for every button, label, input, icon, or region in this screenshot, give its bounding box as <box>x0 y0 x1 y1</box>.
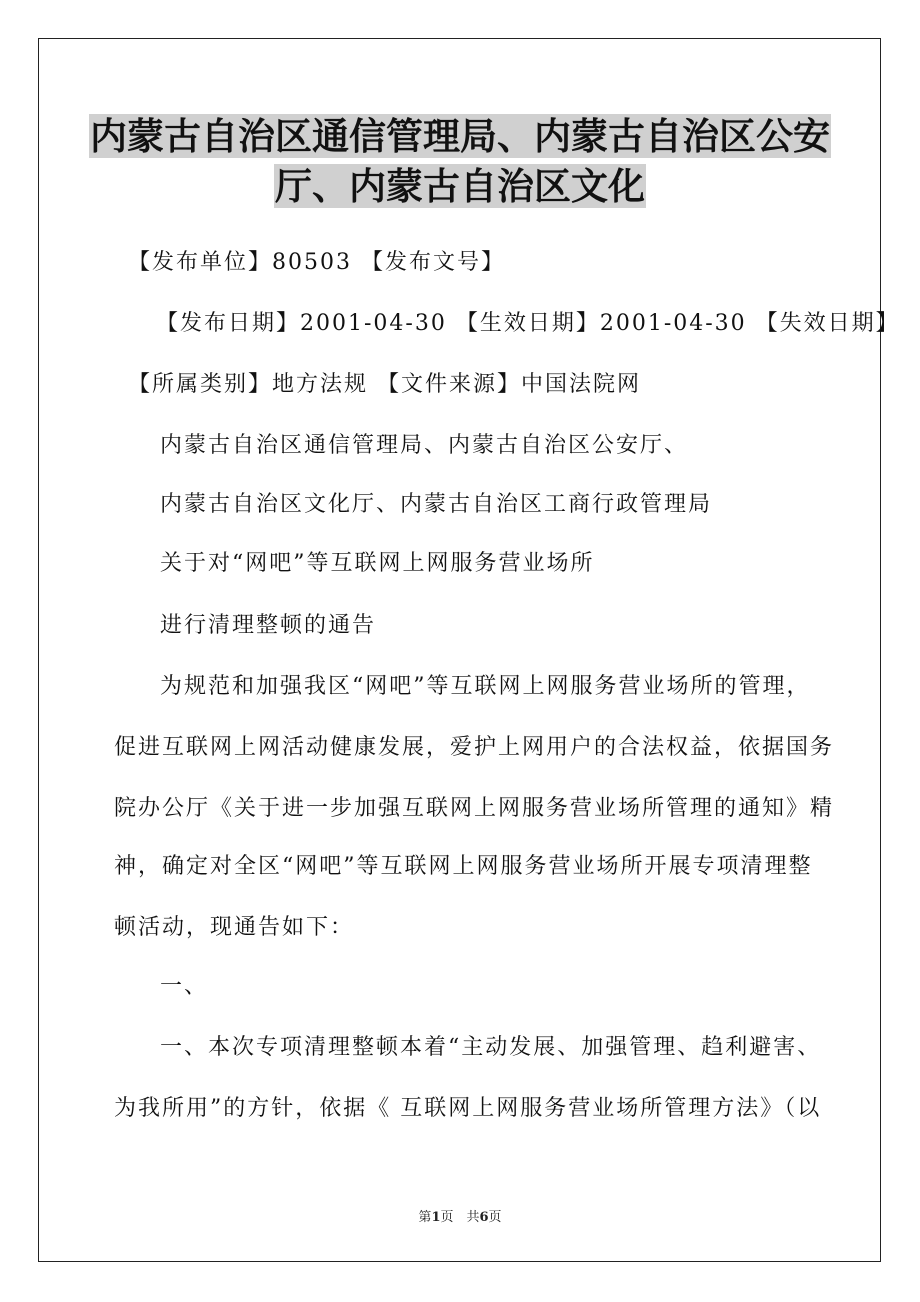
footer-total-pages: 6 <box>479 1210 489 1225</box>
body-paragraph-line: 为规范和加强我区“网吧”等互联网上网服务营业场所的管理， <box>160 674 811 699</box>
body-paragraph-line: 促进互联网上网活动健康发展，爱护上网用户的合法权益，依据国务 <box>114 735 835 760</box>
document-title-line-2: 厅、内蒙古自治区文化 <box>275 164 645 208</box>
page-footer <box>0 1206 920 1225</box>
issuer-line-1: 内蒙古自治区通信管理局、内蒙古自治区公安厅、 <box>160 433 689 458</box>
document-title-line-1: 内蒙古自治区通信管理局、内蒙古自治区公安 <box>90 114 830 158</box>
body-paragraph-line: 顿活动，现通告如下： <box>114 915 355 940</box>
body-paragraph-line: 神，确定对全区“网吧”等互联网上网服务营业场所开展专项清理整 <box>114 854 813 879</box>
footer-page-number: 1 <box>431 1210 441 1225</box>
issuer-line-2: 内蒙古自治区文化厅、内蒙古自治区工商行政管理局 <box>160 492 713 517</box>
page-border <box>38 38 881 1262</box>
meta-category-line: 【所属类别】地方法规 【文件来源】中国法院网 <box>128 372 641 397</box>
section-heading: 一、 <box>160 974 209 999</box>
body-paragraph-line: 一、本次专项清理整顿本着“主动发展、加强管理、趋利避害、 <box>160 1035 822 1060</box>
meta-publisher-line: 【发布单位】80503 【发布文号】 <box>128 250 505 275</box>
footer-page-suffix: 页 <box>488 1210 502 1225</box>
notice-subject-line-1: 关于对“网吧”等互联网上网服务营业场所 <box>160 551 595 576</box>
notice-subject-line-2: 进行清理整顿的通告 <box>160 613 377 638</box>
footer-page-mid: 页 共 <box>440 1210 480 1225</box>
body-paragraph-line: 院办公厅《关于进一步加强互联网上网服务营业场所管理的通知》精 <box>114 796 835 821</box>
footer-page-prefix: 第 <box>418 1210 432 1225</box>
body-paragraph-line: 为我所用”的方针，依据《 互联网上网服务营业场所管理方法》（以 <box>114 1096 822 1121</box>
meta-dates-line: 【发布日期】2001-04-30 【生效日期】2001-04-30 【失效日期】 <box>156 311 900 336</box>
